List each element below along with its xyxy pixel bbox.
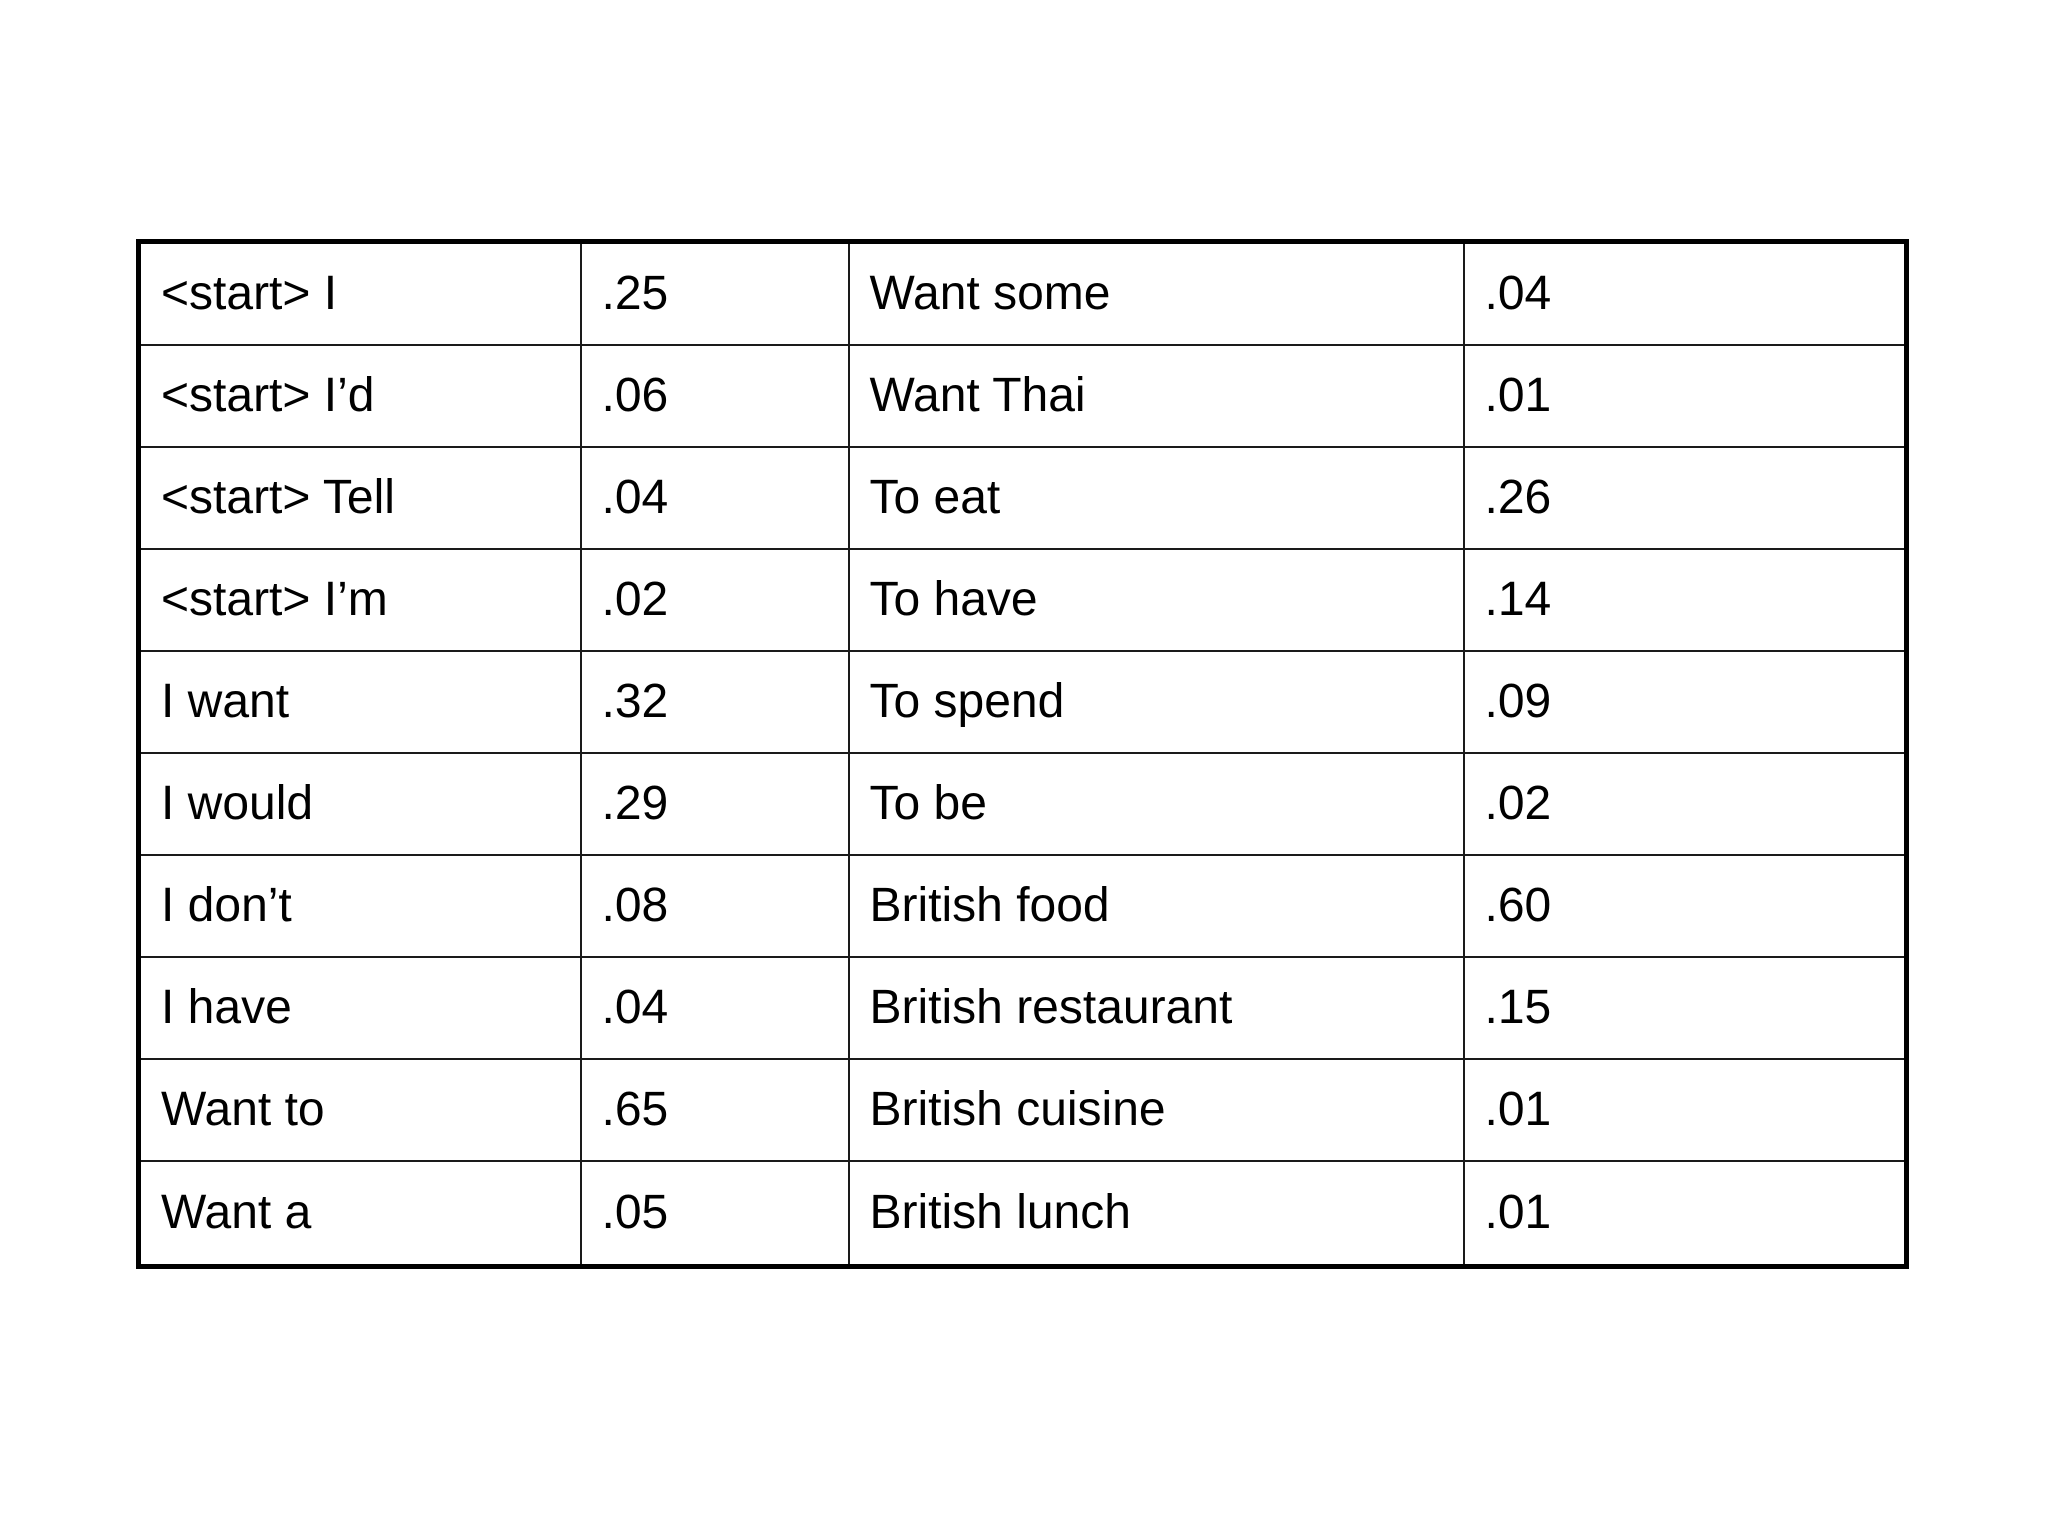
bigram-cell: I want [139, 651, 581, 753]
bigram-cell: To eat [849, 447, 1464, 549]
bigram-cell: British cuisine [849, 1059, 1464, 1161]
probability-cell: .65 [581, 1059, 849, 1161]
probability-cell: .06 [581, 345, 849, 447]
probability-cell: .01 [1464, 345, 1907, 447]
probability-cell: .26 [1464, 447, 1907, 549]
bigram-cell: British lunch [849, 1161, 1464, 1267]
bigram-cell: To have [849, 549, 1464, 651]
probability-cell: .01 [1464, 1161, 1907, 1267]
table-row [139, 651, 1907, 753]
probability-cell: .60 [1464, 855, 1907, 957]
table-row [139, 855, 1907, 957]
bigram-cell: To spend [849, 651, 1464, 753]
bigram-probability-table [136, 239, 1909, 1269]
bigram-cell: <start> I’d [139, 345, 581, 447]
probability-cell: .32 [581, 651, 849, 753]
table-row [139, 753, 1907, 855]
bigram-cell: British food [849, 855, 1464, 957]
probability-cell: .04 [581, 957, 849, 1059]
bigram-cell: I would [139, 753, 581, 855]
probability-cell: .04 [581, 447, 849, 549]
bigram-cell: <start> I’m [139, 549, 581, 651]
probability-cell: .15 [1464, 957, 1907, 1059]
table-row [139, 447, 1907, 549]
bigram-cell: I don’t [139, 855, 581, 957]
probability-cell: .04 [1464, 242, 1907, 346]
table-row [139, 1161, 1907, 1267]
probability-cell: .02 [581, 549, 849, 651]
table-row [139, 957, 1907, 1059]
table-row [139, 242, 1907, 346]
bigram-cell: Want some [849, 242, 1464, 346]
probability-cell: .08 [581, 855, 849, 957]
bigram-cell: Want Thai [849, 345, 1464, 447]
bigram-cell: To be [849, 753, 1464, 855]
bigram-cell: Want to [139, 1059, 581, 1161]
probability-cell: .25 [581, 242, 849, 346]
bigram-cell: Want a [139, 1161, 581, 1267]
table-row [139, 345, 1907, 447]
bigram-cell: I have [139, 957, 581, 1059]
bigram-cell: <start> I [139, 242, 581, 346]
table-row [139, 549, 1907, 651]
probability-cell: .09 [1464, 651, 1907, 753]
probability-cell: .05 [581, 1161, 849, 1267]
probability-cell: .01 [1464, 1059, 1907, 1161]
bigram-cell: British restaurant [849, 957, 1464, 1059]
probability-cell: .29 [581, 753, 849, 855]
bigram-cell: <start> Tell [139, 447, 581, 549]
probability-cell: .14 [1464, 549, 1907, 651]
table-row [139, 1059, 1907, 1161]
probability-cell: .02 [1464, 753, 1907, 855]
